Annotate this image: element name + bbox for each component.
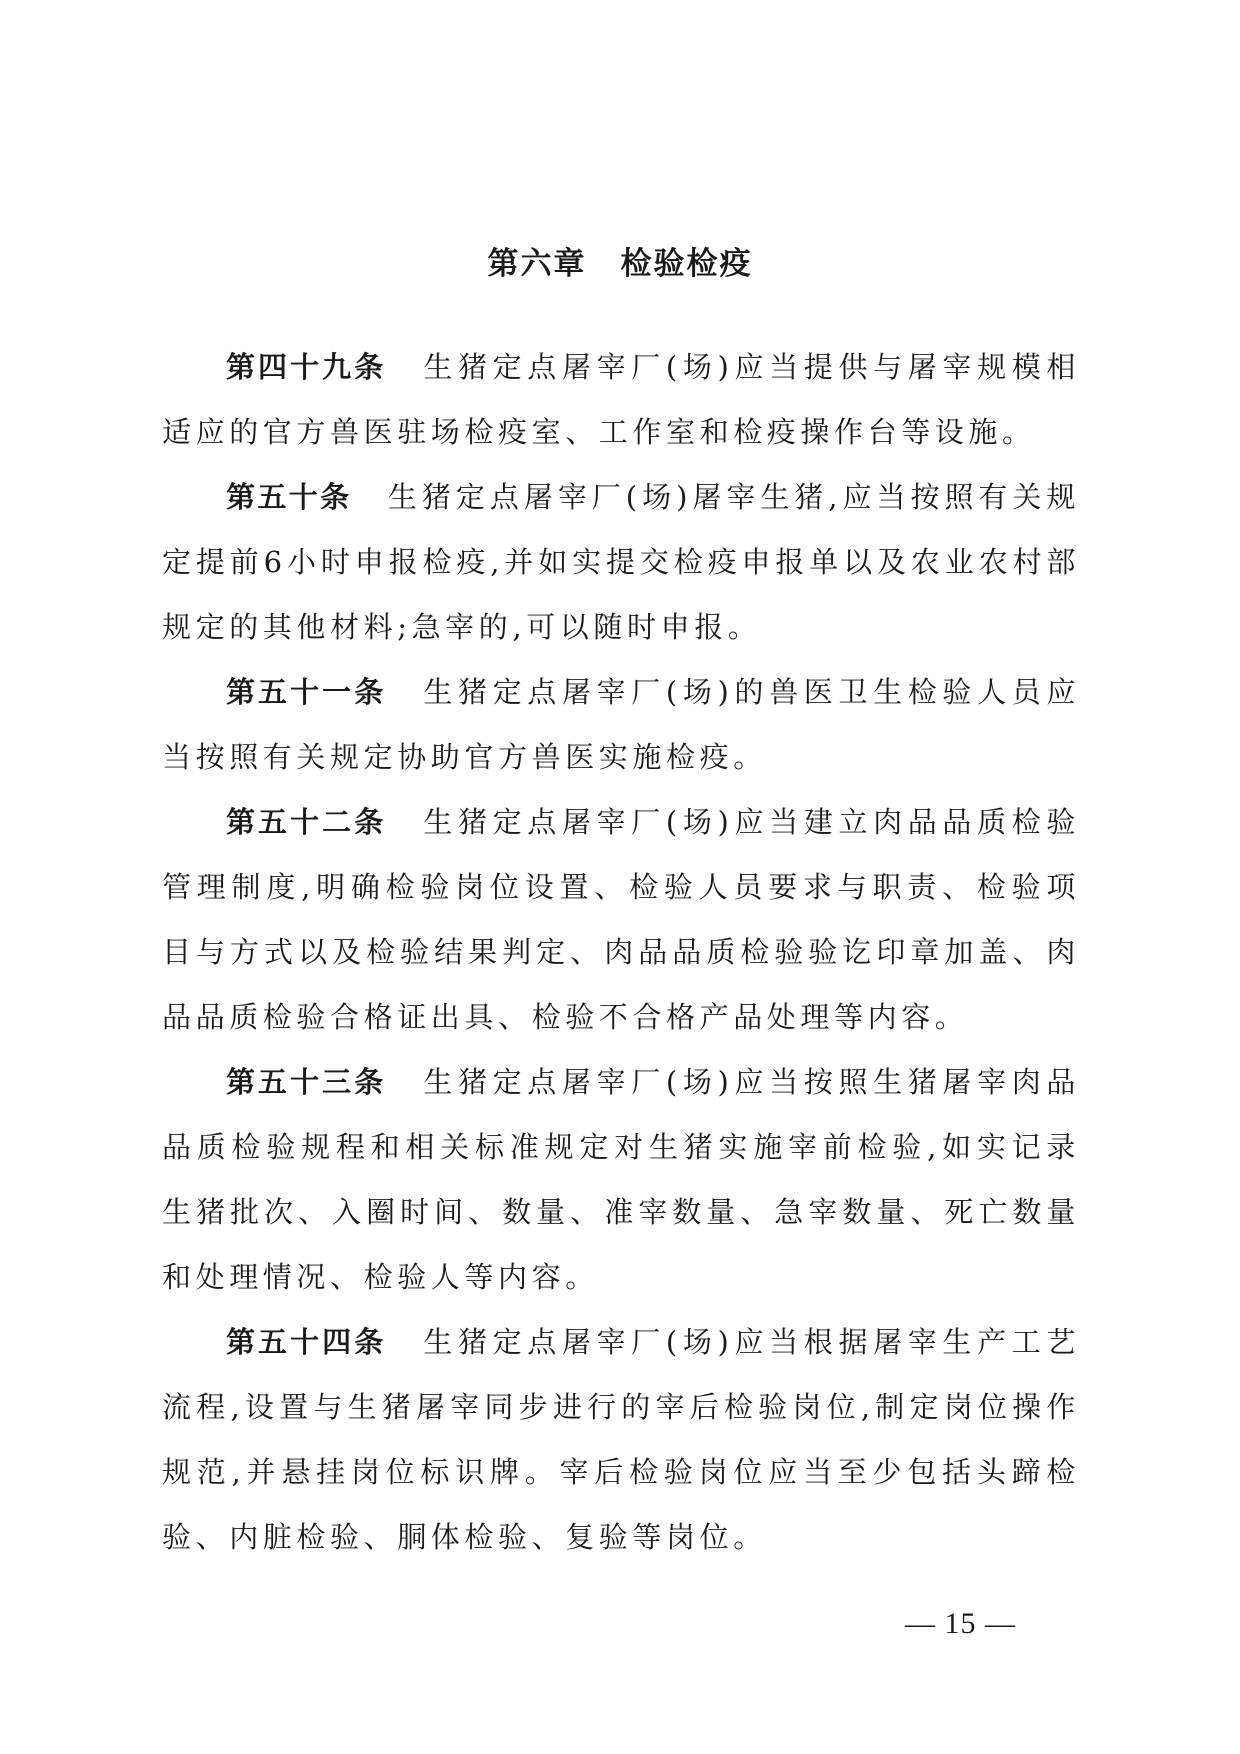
article-50 bbox=[162, 465, 1080, 660]
article-text: 生猪定点屠宰厂(场)应当提供与屠宰规模相适应的官方兽医驻场检疫室、工作室和检疫操作台等设施。 bbox=[162, 350, 1080, 449]
article-49 bbox=[162, 335, 1080, 465]
article-52 bbox=[162, 790, 1080, 1050]
article-text: 生猪定点屠宰厂(场)屠宰生猪,应当按照有关规定提前6小时申报检疫,并如实提交检疫申报单以及农业农村部规定的其他材料;急宰的,可以随时申报。 bbox=[162, 480, 1080, 644]
article-text: 生猪定点屠宰厂(场)的兽医卫生检验人员应当按照有关规定协助官方兽医实施检疫。 bbox=[162, 675, 1080, 774]
article-54 bbox=[162, 1310, 1080, 1570]
article-number: 第五十一条 bbox=[226, 675, 387, 709]
article-text: 生猪定点屠宰厂(场)应当建立肉品品质检验管理制度,明确检验岗位设置、检验人员要求与职责、检验项目与方式以及检验结果判定、肉品品质检验验讫印章加盖、肉品品质检验合格证出具、检验不合格产品处理等内容。 bbox=[162, 805, 1080, 1034]
chapter-body bbox=[162, 335, 1080, 1570]
article-number: 第五十四条 bbox=[226, 1325, 387, 1359]
chapter-name: 检验检疫 bbox=[620, 246, 753, 282]
article-51 bbox=[162, 660, 1080, 790]
page-number: — 15 — bbox=[905, 1607, 1016, 1640]
article-text: 生猪定点屠宰厂(场)应当根据屠宰生产工艺流程,设置与生猪屠宰同步进行的宰后检验岗位,制定岗位操作规范,并悬挂岗位标识牌。宰后检验岗位应当至少包括头蹄检验、内脏检验、胴体检验、复验等岗位。 bbox=[162, 1325, 1080, 1554]
chapter-number: 第六章 bbox=[487, 246, 587, 282]
article-number: 第五十三条 bbox=[226, 1065, 387, 1099]
chapter-title bbox=[0, 238, 1240, 283]
article-number: 第五十二条 bbox=[226, 805, 387, 839]
article-number: 第四十九条 bbox=[226, 350, 387, 384]
article-text: 生猪定点屠宰厂(场)应当按照生猪屠宰肉品品质检验规程和相关标准规定对生猪实施宰前检验,如实记录生猪批次、入圈时间、数量、准宰数量、急宰数量、死亡数量和处理情况、检验人等内容。 bbox=[162, 1065, 1080, 1294]
article-53 bbox=[162, 1050, 1080, 1310]
article-number: 第五十条 bbox=[226, 480, 352, 514]
